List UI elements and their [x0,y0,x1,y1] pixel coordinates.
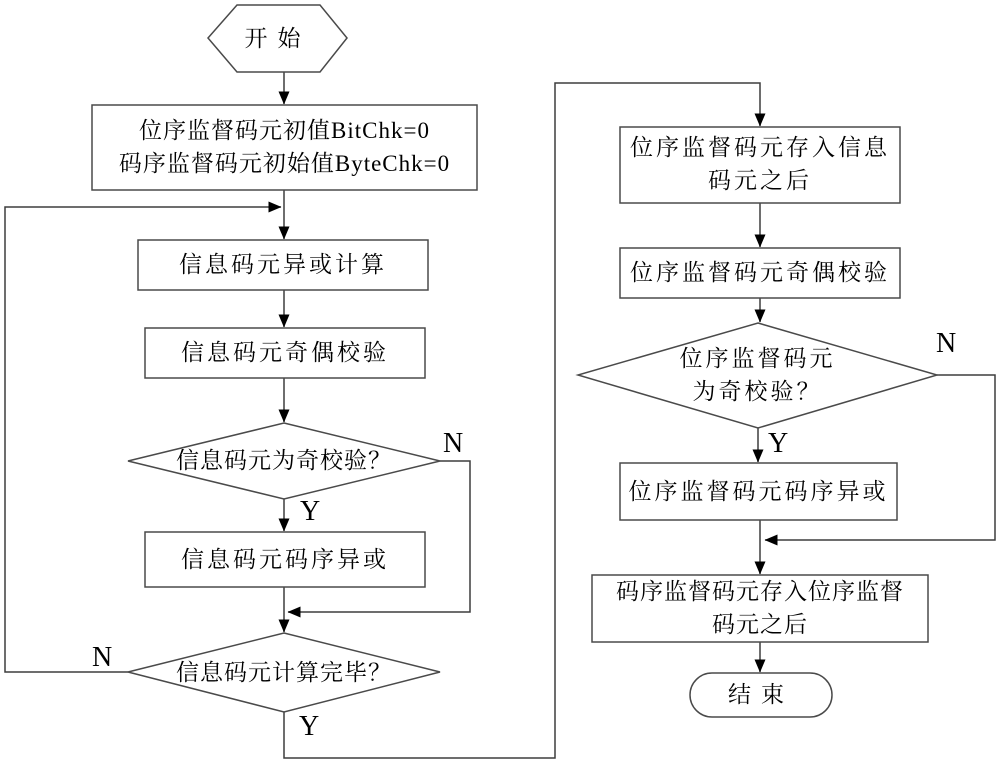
init-label [92,105,477,190]
info-odd-yes-label: Y [300,496,321,527]
info-done-yes-label: Y [299,711,320,742]
byte-store-line-1: 码序监督码元存入位序监督 [616,578,904,604]
bit-odd-no-label: N [936,328,957,359]
bit-odd-yes-label: Y [768,428,789,459]
byte-store-line-2: 码元之后 [712,611,808,637]
end-label: 结束 [728,682,794,708]
info-xor-label: 信息码元异或计算 [179,252,387,278]
info-done-no-label: N [92,642,113,673]
bit-odd-check-line-2: 为奇校验？ [692,378,823,404]
info-odd-no-label: N [443,428,464,459]
init-line-1: 位序监督码元初值BitChk=0 [139,117,430,143]
info-done-check-label: 信息码元计算完毕？ [176,659,392,685]
bit-store-line-2: 码元之后 [708,168,812,193]
bit-parity-label: 位序监督码元奇偶校验 [630,260,890,286]
start-label: 开始 [244,25,311,51]
bit-seq-xor-label: 位序监督码元码序异或 [628,478,889,504]
info-parity-label: 信息码元奇偶校验 [181,340,389,366]
bit-store-line-1: 位序监督码元存入信息 [630,135,890,161]
bit-odd-check-label [578,323,937,428]
info-seq-xor-label: 信息码元码序异或 [181,546,389,572]
bit-store-label [620,127,900,203]
byte-store-label [592,575,928,642]
info-odd-check-label: 信息码元为奇校验？ [176,448,392,474]
init-line-2: 码序监督码元初始值ByteChk=0 [118,150,451,176]
bit-odd-check-line-1: 位序监督码元 [679,345,836,371]
